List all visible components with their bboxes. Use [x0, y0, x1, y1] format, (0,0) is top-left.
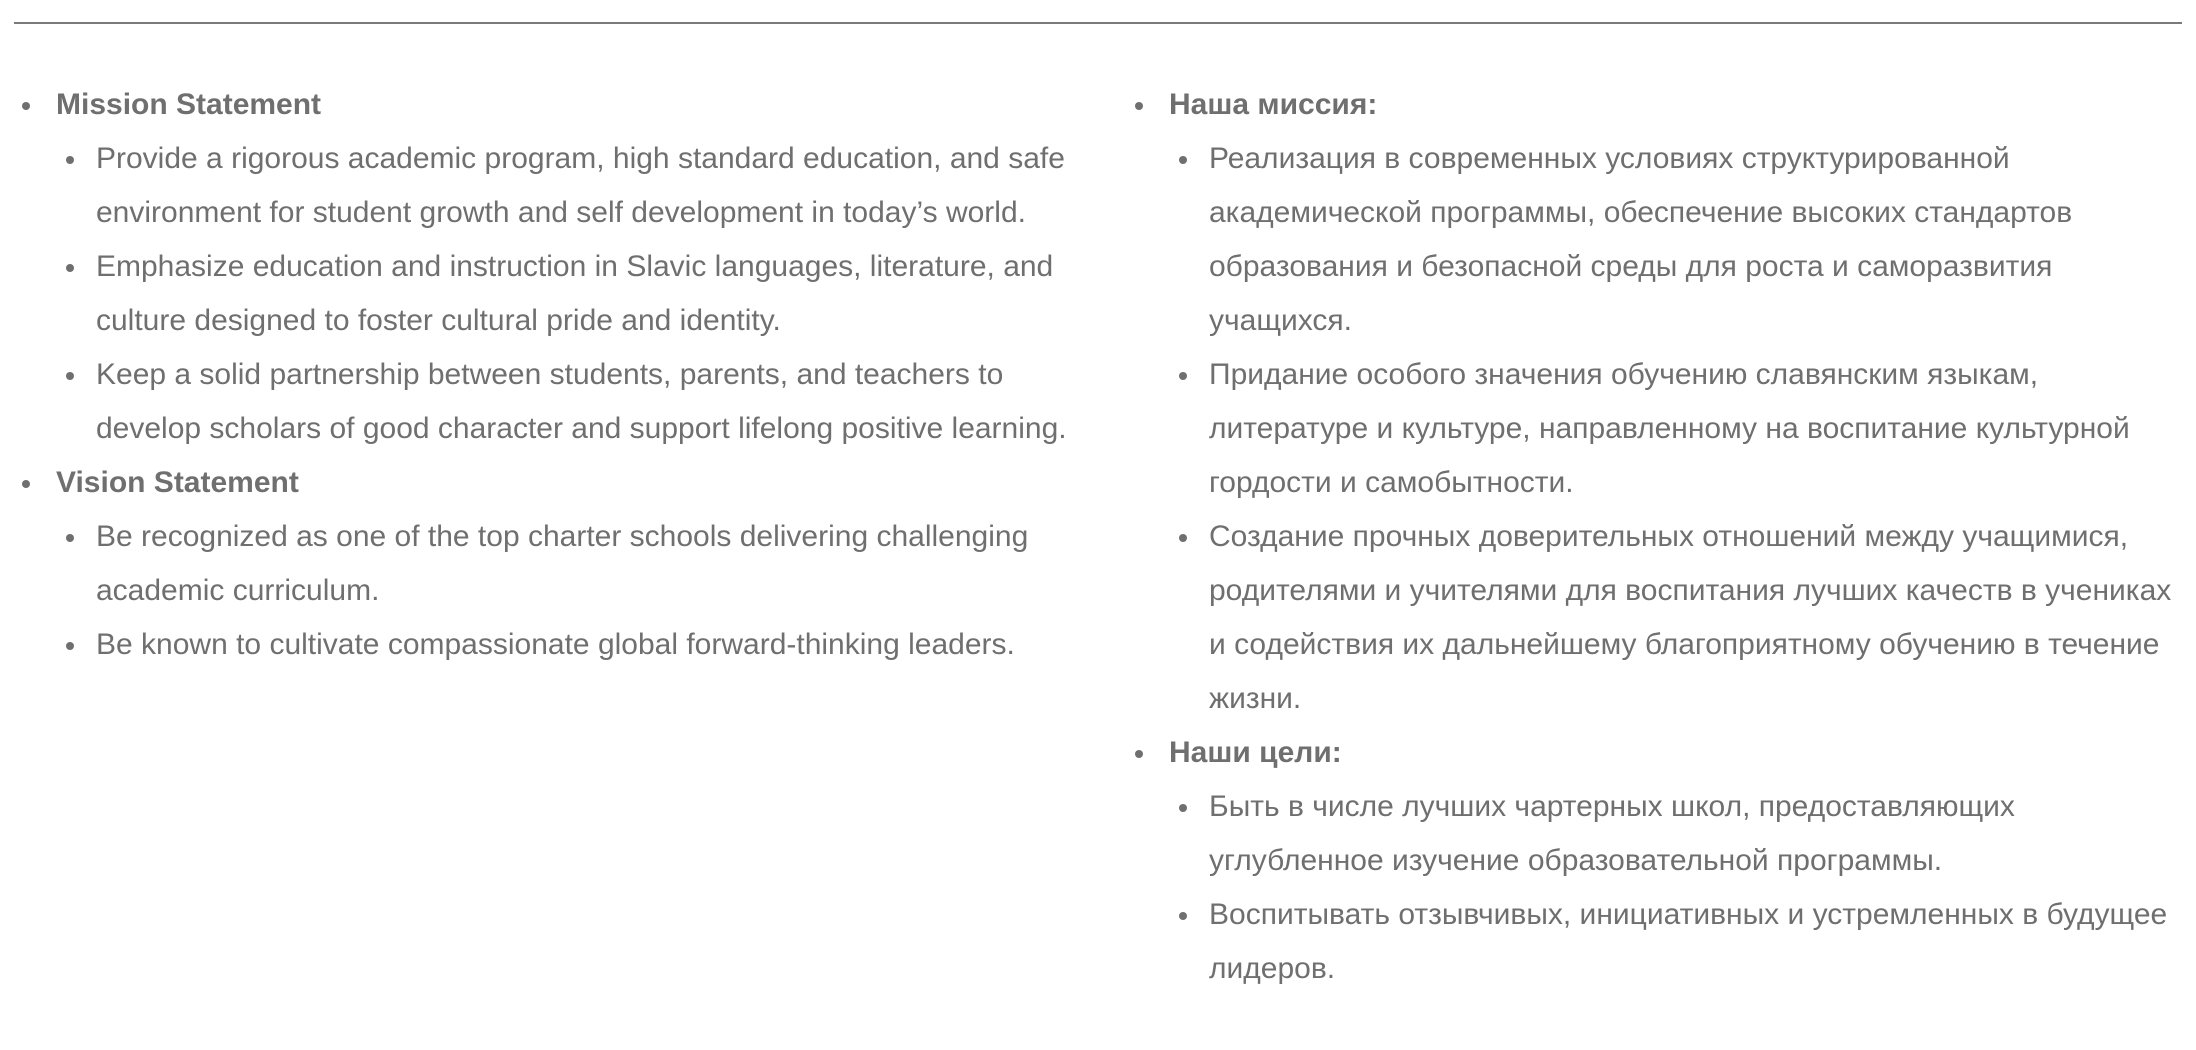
list-item-text: Be recognized as one of the top charter schools delivering challenging academic curriculum.	[96, 520, 1029, 607]
mission-statement-section	[56, 78, 1090, 456]
mission-heading-ru: Наша миссия:	[1169, 88, 1378, 121]
goals-list-ru	[1169, 780, 2185, 996]
bullet-icon	[22, 480, 30, 488]
russian-column	[1135, 78, 2185, 996]
bullet-icon	[66, 264, 74, 272]
english-list	[22, 78, 1090, 672]
bullet-icon	[1135, 750, 1143, 758]
russian-list	[1135, 78, 2185, 996]
bullet-icon	[1179, 156, 1187, 164]
list-item-text: Воспитывать отзывчивых, инициативных и устремленных в будущее лидеров.	[1209, 898, 2168, 985]
goals-section-ru	[1169, 726, 2185, 996]
list-item	[1209, 888, 2185, 996]
list-item	[96, 510, 1090, 618]
list-item-text: Быть в числе лучших чартерных школ, предоставляющих углубленное изучение образовательной программы.	[1209, 790, 2015, 877]
list-item-text: Be known to cultivate compassionate global forward-thinking leaders.	[96, 628, 1015, 661]
bullet-icon	[66, 642, 74, 650]
list-item	[1209, 510, 2185, 726]
mission-section-ru	[1169, 78, 2185, 726]
mission-statement-heading: Mission Statement	[56, 88, 322, 121]
list-item-text: Emphasize education and instruction in Slavic languages, literature, and culture designed to foster cultural pride and identity.	[96, 250, 1054, 337]
english-column	[22, 78, 1090, 672]
top-divider	[14, 22, 2182, 24]
bullet-icon	[66, 372, 74, 380]
bullet-icon	[1179, 372, 1187, 380]
list-item	[96, 240, 1090, 348]
list-item	[1209, 348, 2185, 510]
list-item-text: Создание прочных доверительных отношений между учащимися, родителями и учителями для воспитания лучших качеств в учениках и содействия их дальнейшему благоприятному обучению в течение жизни.	[1209, 520, 2172, 715]
bullet-icon	[1135, 102, 1143, 110]
list-item	[96, 132, 1090, 240]
bullet-icon	[1179, 912, 1187, 920]
list-item-text: Keep a solid partnership between students, parents, and teachers to develop scholars of good character and support lifelong positive learning.	[96, 358, 1067, 445]
mission-list-ru	[1169, 132, 2185, 726]
vision-statement-list	[56, 510, 1090, 672]
mission-statement-list	[56, 132, 1090, 456]
list-item-text: Придание особого значения обучению славянским языкам, литературе и культуре, направленному на воспитание культурной гордости и самобытности.	[1209, 358, 2130, 499]
vision-statement-heading: Vision Statement	[56, 466, 299, 499]
list-item-text: Реализация в современных условиях структурированной академической программы, обеспечение высоких стандартов образования и безопасной среды для роста и саморазвития учащихся.	[1209, 142, 2073, 337]
list-item	[96, 618, 1090, 672]
list-item	[1209, 780, 2185, 888]
list-item	[1209, 132, 2185, 348]
goals-heading-ru: Наши цели:	[1169, 736, 1342, 769]
bullet-icon	[66, 156, 74, 164]
bullet-icon	[66, 534, 74, 542]
bullet-icon	[1179, 534, 1187, 542]
bullet-icon	[1179, 804, 1187, 812]
list-item	[96, 348, 1090, 456]
bullet-icon	[22, 102, 30, 110]
list-item-text: Provide a rigorous academic program, high standard education, and safe environment for student growth and self development in today’s world.	[96, 142, 1065, 229]
vision-statement-section	[56, 456, 1090, 672]
